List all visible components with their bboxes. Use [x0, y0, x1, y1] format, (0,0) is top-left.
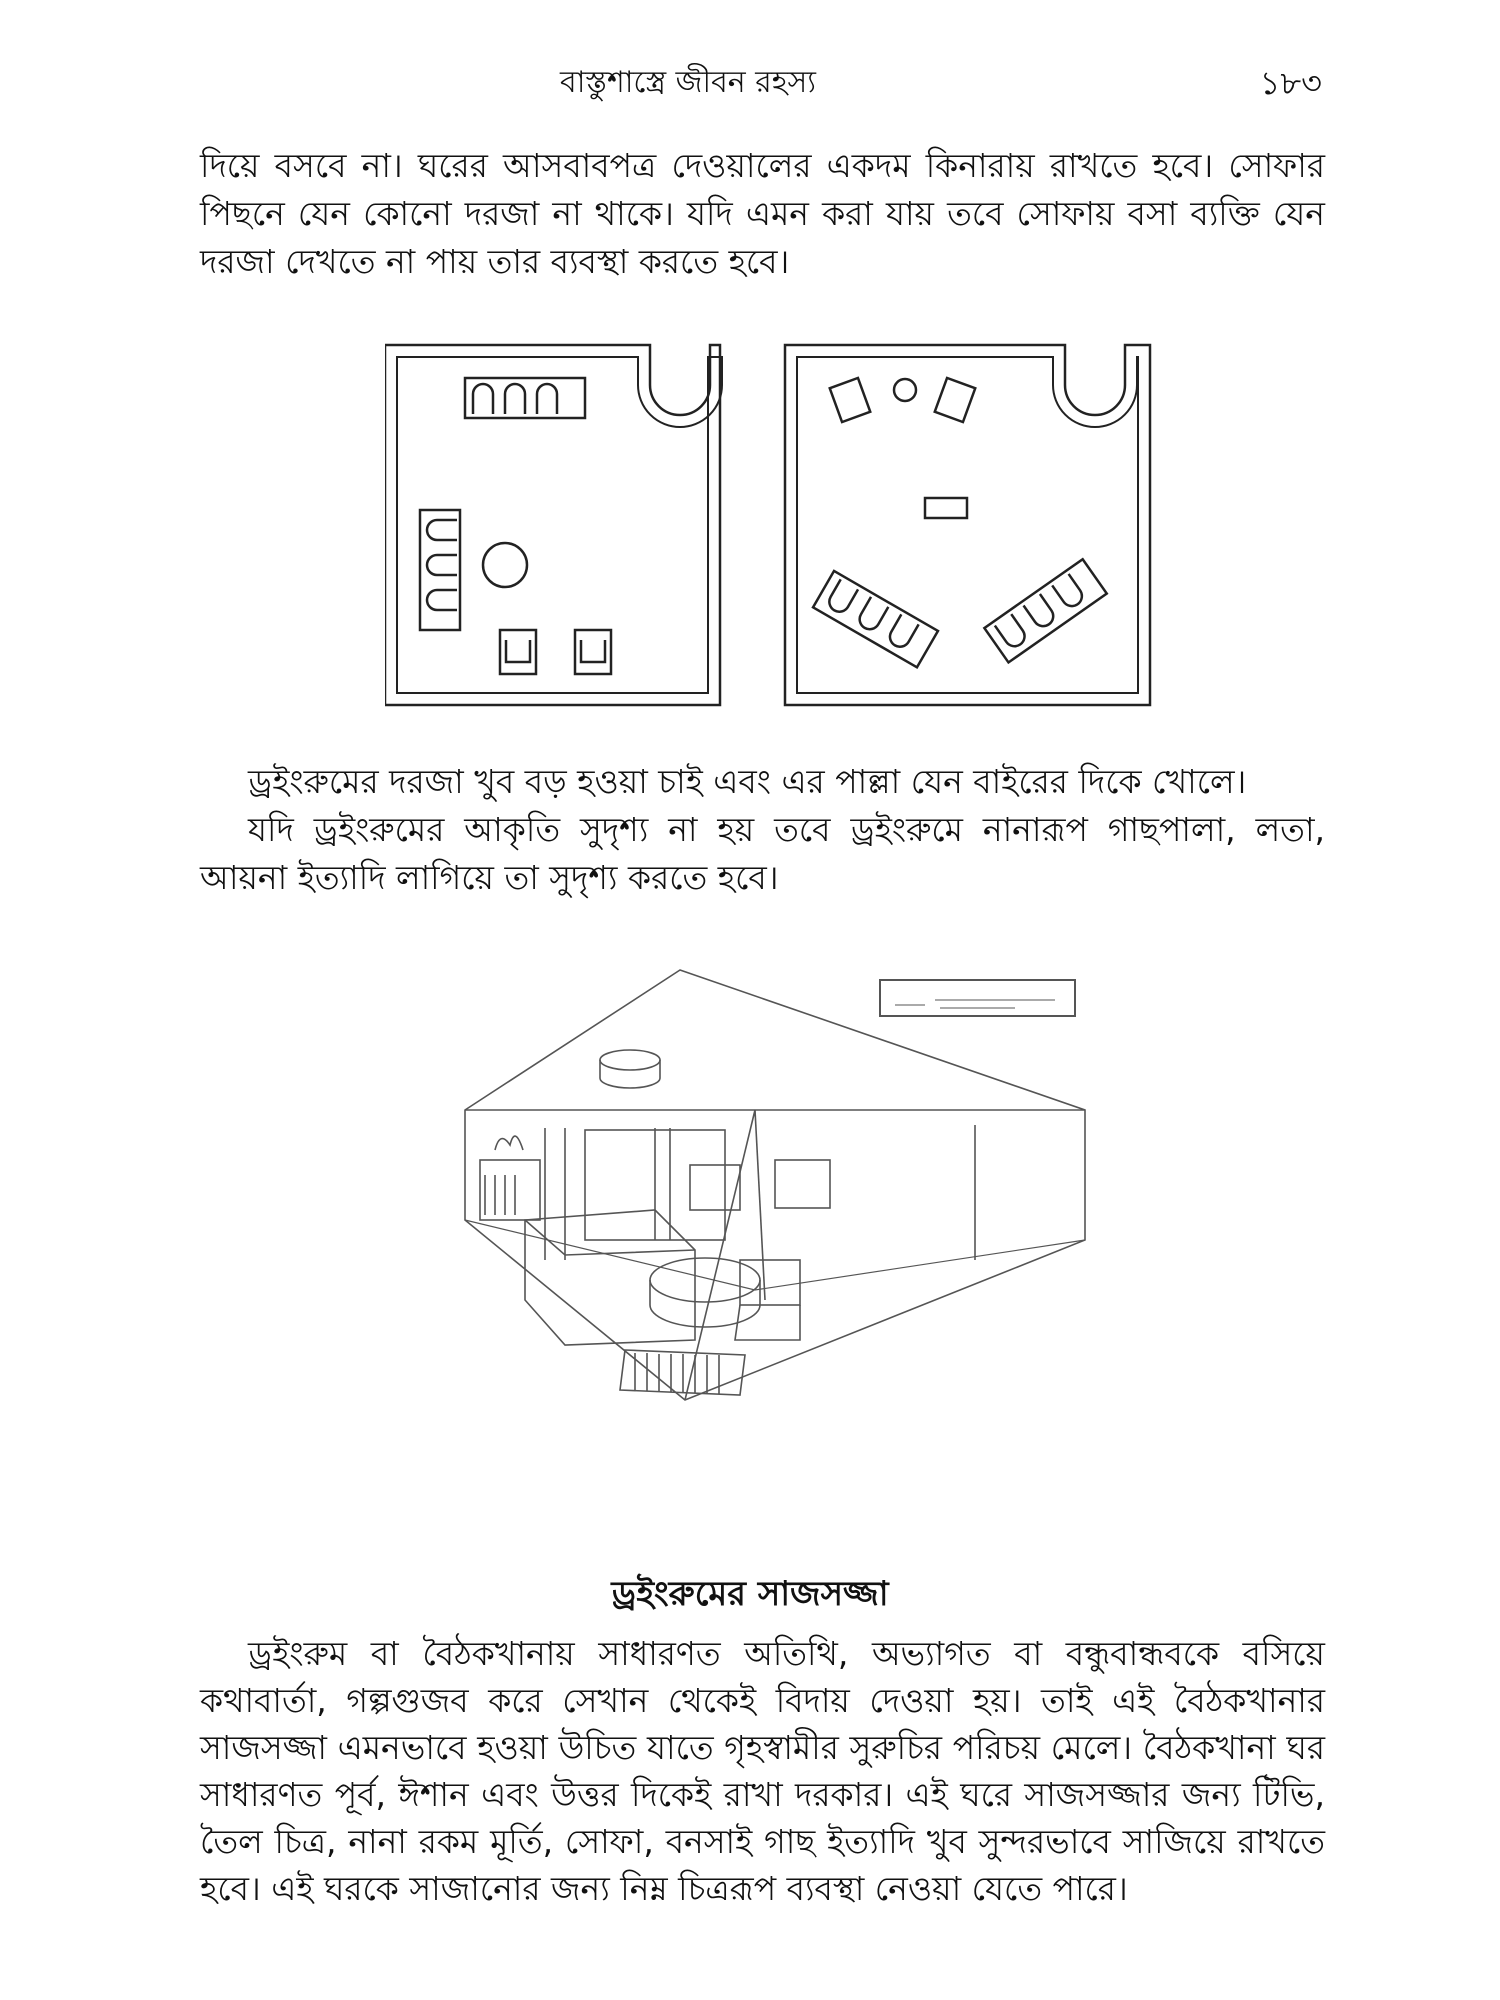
paragraph-room-shape: যদি ড্রইংরুমের আকৃতি সুদৃশ্য না হয় তবে ড্রইংরুমে নানারূপ গাছপালা, লতা, আয়না ইত্যাদি লাগিয়ে তা সুদৃশ্য করতে হবে। — [200, 810, 1325, 897]
running-title: বাস্তুশাস্ত্রে জীবন রহস্য — [560, 65, 816, 100]
paragraph-furniture-placement: দিয়ে বসবে না। ঘরের আসবাবপত্র দেওয়ালের একদম কিনারায় রাখতে হবে। সোফার পিছনে যেন কোনো দরজা না থাকে। যদি এমন করা যায় তবে সোফায় বসা ব্যক্তি যেন দরজা দেখতে না পায় তার ব্যবস্থা করতে হবে। — [200, 146, 1325, 281]
paragraph-door-size: ড্রইংরুমের দরজা খুব বড় হওয়া চাই এবং এর পাল্লা যেন বাইরের দিকে খোলে। — [248, 762, 1247, 801]
page-number: ১৮৩ — [1259, 64, 1322, 102]
floor-plan-drawings — [385, 340, 1155, 710]
page-header — [0, 58, 1500, 108]
paragraph-drawing-room-decoration: ড্রইংরুম বা বৈঠকখানায় সাধারণত অতিথি, অভ্যাগত বা বন্ধুবান্ধবকে বসিয়ে কথাবার্তা, গল্পগুজব করে সেখান থেকেই বিদায় দেওয়া হয়। তাই এই বৈঠকখানার সাজসজ্জা এমনভাবে হওয়া উচিত যাতে গৃহস্বামীর সুরুচির পরিচয় মেলে। বৈঠকখানা ঘর সাধারণত পূর্ব, ঈশান এবং উত্তর দিকেই রাখা দরকার। এই ঘরে সাজসজ্জার জন্য টিভি, তৈল চিত্র, নানা রকম মূর্তি, সোফা, বনসাই গাছ ইত্যাদি খুব সুন্দরভাবে সাজিয়ে রাখতে হবে। এই ঘরকে সাজানোর জন্য নিম্ন চিত্ররূপ ব্যবস্থা নেওয়া যেতে পারে। — [200, 1634, 1325, 1908]
living-room-sketch — [455, 960, 1095, 1420]
floor-plan-right — [785, 345, 1150, 705]
floor-plan-left — [385, 345, 722, 705]
section-heading: ড্রইংরুমের সাজসজ্জা — [611, 1574, 889, 1614]
